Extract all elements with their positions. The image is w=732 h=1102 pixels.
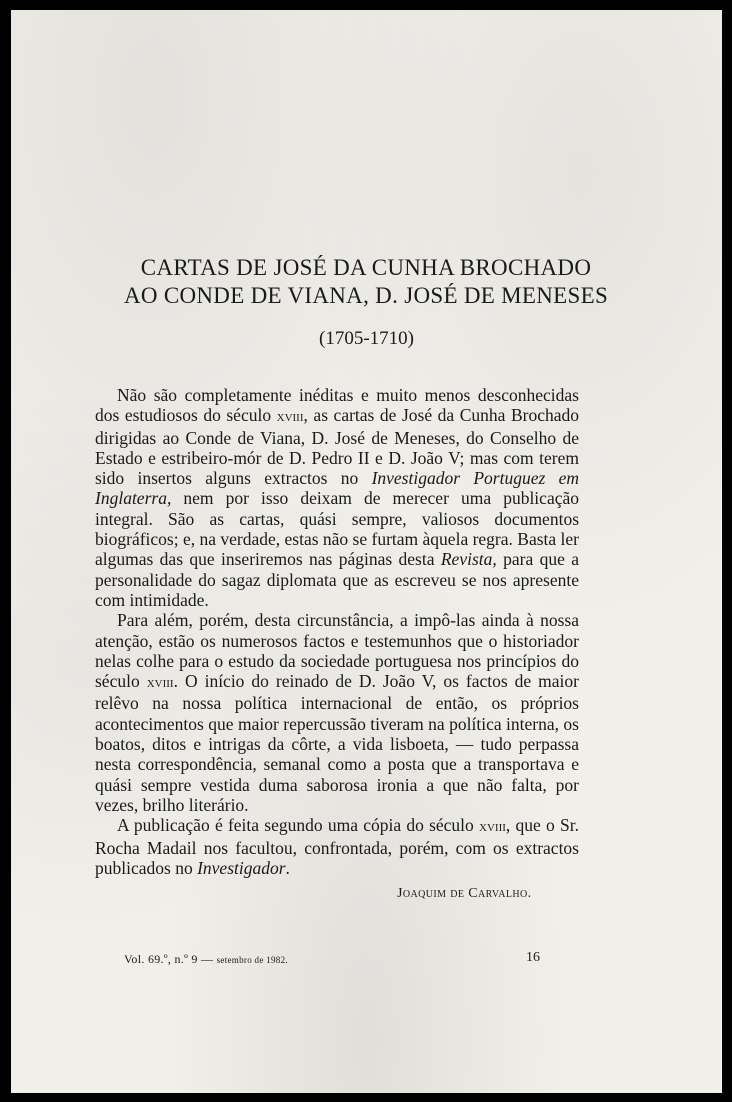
paragraph-2: Para além, porém, desta circunstância, a impô-las ainda à nossa atenção, estão os numerosos factos e testemunhos que o historiador nelas colhe para o estudo da sociedade portuguesa nos princípios do século xviii. O início do reinado de D. João V, os factos de maior relêvo na nossa política internacional de então, os próprios acontecimentos que maior repercussão tiveram na política interna, os boatos, ditos e intrigas da côrte, a vida lisboeta, — tudo perpassa nesta correspondência, semanal como a posta que a transportava e quási sempre vestida duma saborosa ironia a que não falta, por vezes, brilho literário. — [95, 610, 579, 815]
article-title-line-1: CARTAS DE JOSÉ DA CUNHA BROCHADO — [140, 255, 592, 280]
paragraph-1: Não são completamente inéditas e muito menos desconhecidas dos estudiosos do século xviii, as cartas de José da Cunha Brochado dirigidas ao Conde de Viana, D. José de Meneses, do Conselho de Estado e estribeiro-mór de D. Pedro II e D. João V; mas com terem sido insertos alguns extractos no Investigador Portuguez em Inglaterra, nem por isso deixam de merecer uma publicação integral. São as cartas, quási sempre, valiosos documentos biográficos; e, na verdade, estas não se furtam àquela regra. Basta ler algumas das que inseriremos nas páginas desta Revista, para que a personalidade do sagaz diplomata que as escreveu se nos apresente com intimidade. — [95, 385, 579, 610]
page-footer — [124, 952, 288, 967]
page-number: 16 — [526, 950, 540, 965]
footer-date: setembro de 1982. — [216, 955, 288, 965]
article-title-line-2: AO CONDE DE VIANA, D. JOSÉ DE MENESES — [123, 283, 609, 308]
article-body — [95, 385, 579, 878]
author-signature: Joaquim de Carvalho. — [397, 886, 532, 901]
footer-volume: Vol. 69.º, n.º 9 — — [124, 952, 214, 966]
article-dates: (1705-1710) — [319, 328, 414, 349]
document-page — [11, 10, 722, 1093]
paragraph-3: A publicação é feita segundo uma cópia do século xviii, que o Sr. Rocha Madail nos facultou, confrontada, porém, com os extractos publicados no Investigador. — [95, 815, 579, 878]
